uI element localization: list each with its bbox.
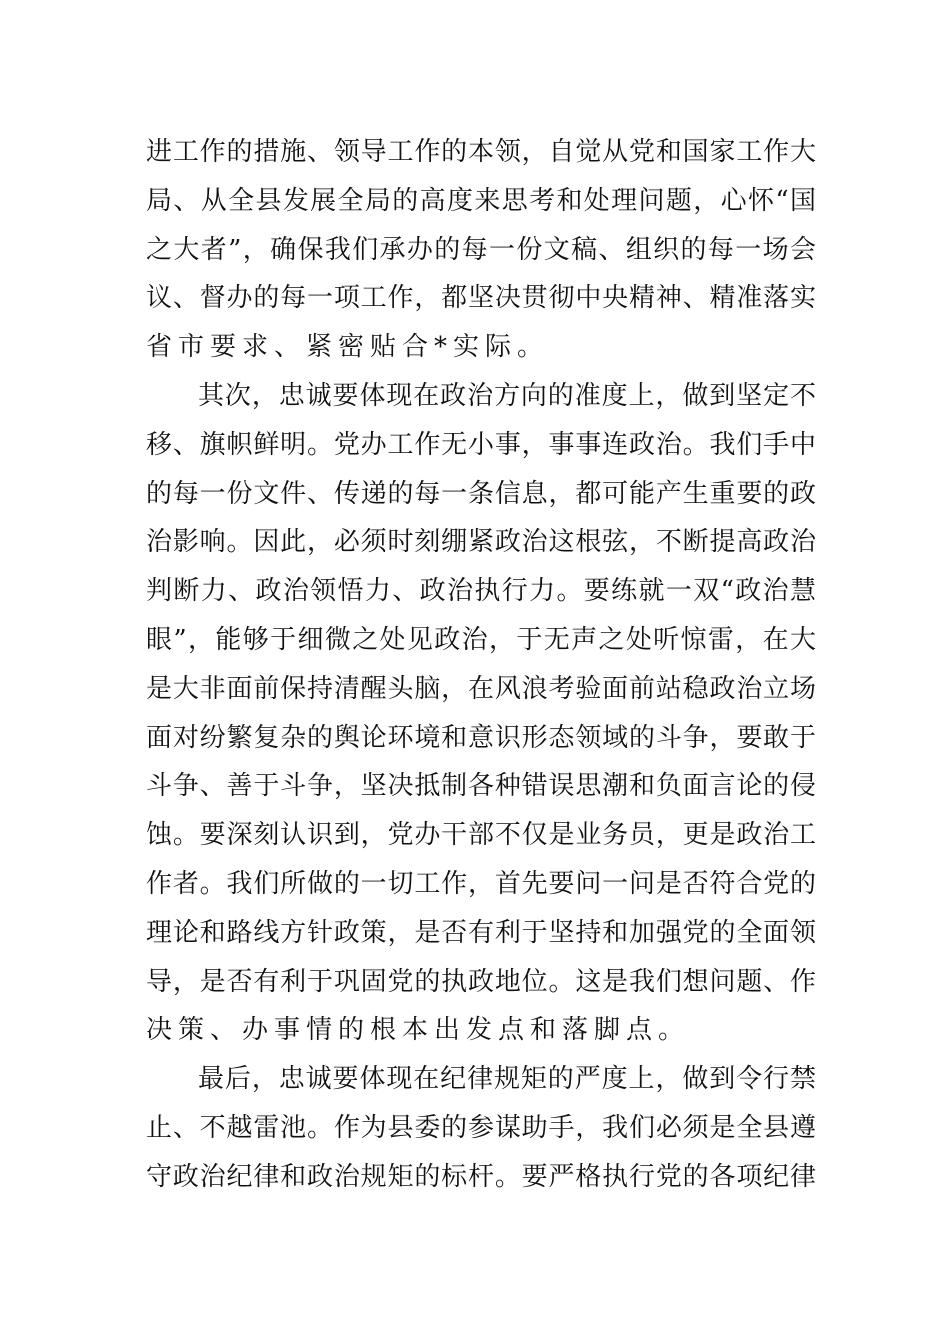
text-line: 决策、办事情的根本出发点和落脚点。 bbox=[146, 1015, 691, 1046]
text-line: 进工作的措施、领导工作的本领，自觉从党和国家工作大 bbox=[146, 137, 816, 167]
text-line: 面对纷繁复杂的舆论环境和意识形态领域的斗争，要敢于 bbox=[146, 722, 816, 753]
text-line: 作者。我们所做的一切工作，首先要问一问是否符合党的 bbox=[146, 868, 816, 899]
text-line: 治影响。因此，必须时刻绷紧政治这根弦，不断提高政治 bbox=[146, 527, 816, 558]
text-line: 是大非面前保持清醒头脑，在风浪考验面前站稳政治立场 bbox=[146, 673, 816, 704]
paragraph-1 bbox=[146, 128, 816, 372]
text-line: 的每一份文件、传递的每一条信息，都可能产生重要的政 bbox=[146, 478, 816, 509]
text-line: 理论和路线方针政策，是否有利于坚持和加强党的全面领 bbox=[146, 917, 816, 948]
text-line: 议、督办的每一项工作，都坚决贯彻中央精神、精准落实 bbox=[146, 283, 816, 314]
text-line: 局、从全县发展全局的高度来思考和处理问题，心怀“国 bbox=[146, 185, 816, 216]
paragraph-2 bbox=[146, 372, 816, 1055]
text-line: 移、旗帜鲜明。党办工作无小事，事事连政治。我们手中 bbox=[146, 429, 816, 460]
text-line: 判断力、政治领悟力、政治执行力。要练就一双“政治慧 bbox=[146, 576, 816, 607]
text-line: 之大者”，确保我们承办的每一份文稿、组织的每一场会 bbox=[146, 234, 816, 265]
text-line: 斗争、善于斗争，坚决抵制各种错误思潮和负面言论的侵 bbox=[146, 771, 816, 802]
text-line: 守政治纪律和政治规矩的标杆。要严格执行党的各项纪律 bbox=[146, 1161, 816, 1192]
text-line: 最后，忠诚要体现在纪律规矩的严度上，做到令行禁 bbox=[198, 1064, 816, 1095]
text-line: 省市要求、紧密贴合*实际。 bbox=[146, 332, 550, 363]
text-line: 止、不越雷池。作为县委的参谋助手，我们必须是全县遵 bbox=[146, 1112, 816, 1143]
text-line: 蚀。要深刻认识到，党办干部不仅是业务员，更是政治工 bbox=[146, 820, 816, 851]
text-line: 其次，忠诚要体现在政治方向的准度上，做到坚定不 bbox=[198, 380, 816, 411]
body-text bbox=[146, 128, 816, 1202]
paragraph-3 bbox=[146, 1055, 816, 1201]
text-line: 导，是否有利于巩固党的执政地位。这是我们想问题、作 bbox=[146, 966, 816, 997]
text-line: 眼”，能够于细微之处见政治，于无声之处听惊雷，在大 bbox=[146, 624, 816, 655]
